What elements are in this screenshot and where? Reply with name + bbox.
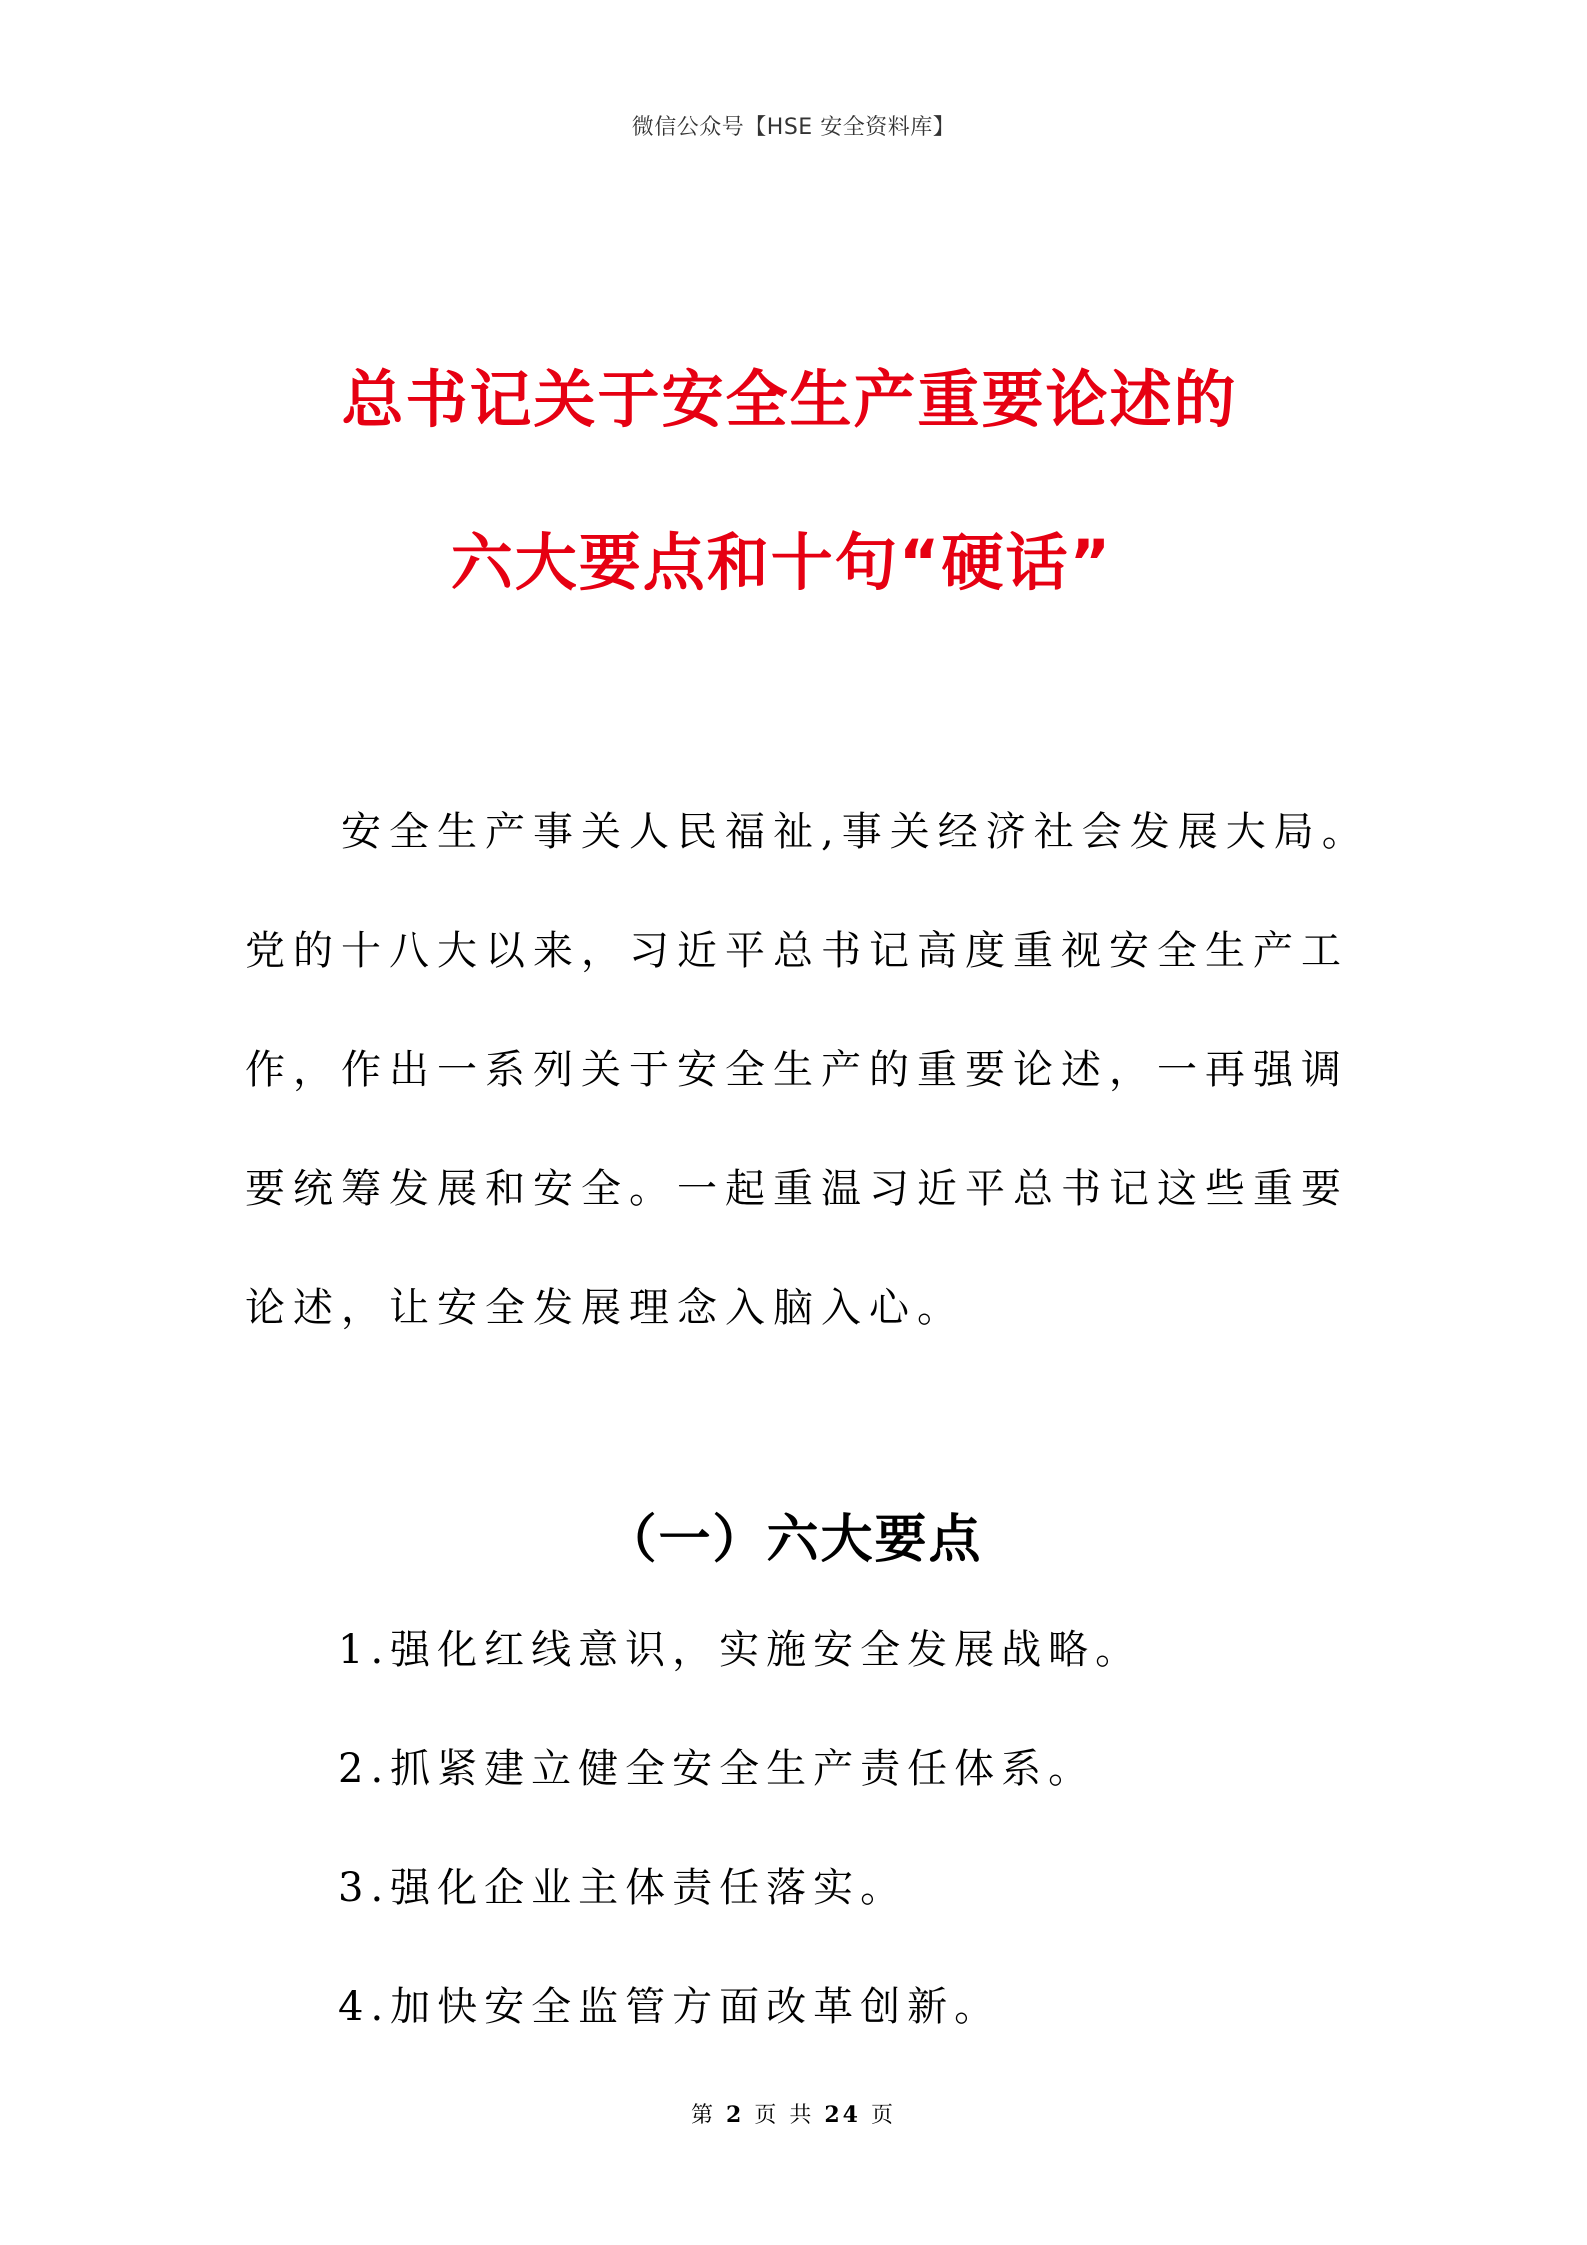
page-header: 微信公众号【HSE 安全资料库】 [631,115,956,140]
footer-prefix: 第 [691,2103,717,2128]
list-item: 3.强化企业主体责任落实。 [338,1865,908,1911]
key-points-list [338,1615,1142,2091]
section-heading: （一）六大要点 [604,1510,983,1570]
footer-suffix: 页 [870,2103,896,2128]
list-item: 2.抓紧建立健全安全生产责任体系。 [338,1746,1096,1792]
intro-paragraph [245,773,1370,1368]
list-item: 4.加快安全监管方面改革创新。 [338,1984,1002,2030]
intro-line: 安全生产事关人民福祉,事关经济社会发展大局。 [341,809,1370,855]
footer-middle: 页 共 [754,2103,815,2128]
intro-line: 作，作出一系列关于安全生产的重要论述，一再强调 [245,1047,1349,1093]
list-item: 1.强化红线意识，实施安全发展战略。 [338,1627,1143,1673]
current-page-number: 2 [726,2102,745,2128]
document-title-line-2: 六大要点和十句“硬话” [450,526,1113,599]
intro-line: 要统筹发展和安全。一起重温习近平总书记这些重要 [245,1166,1349,1212]
page-footer [0,2098,1587,2129]
document-title-line-1: 总书记关于安全生产重要论述的 [341,363,1238,436]
intro-line: 论述，让安全发展理念入脑入心。 [245,1285,965,1331]
intro-line: 党的十八大以来，习近平总书记高度重视安全生产工 [245,928,1349,974]
total-page-count: 24 [824,2102,861,2128]
